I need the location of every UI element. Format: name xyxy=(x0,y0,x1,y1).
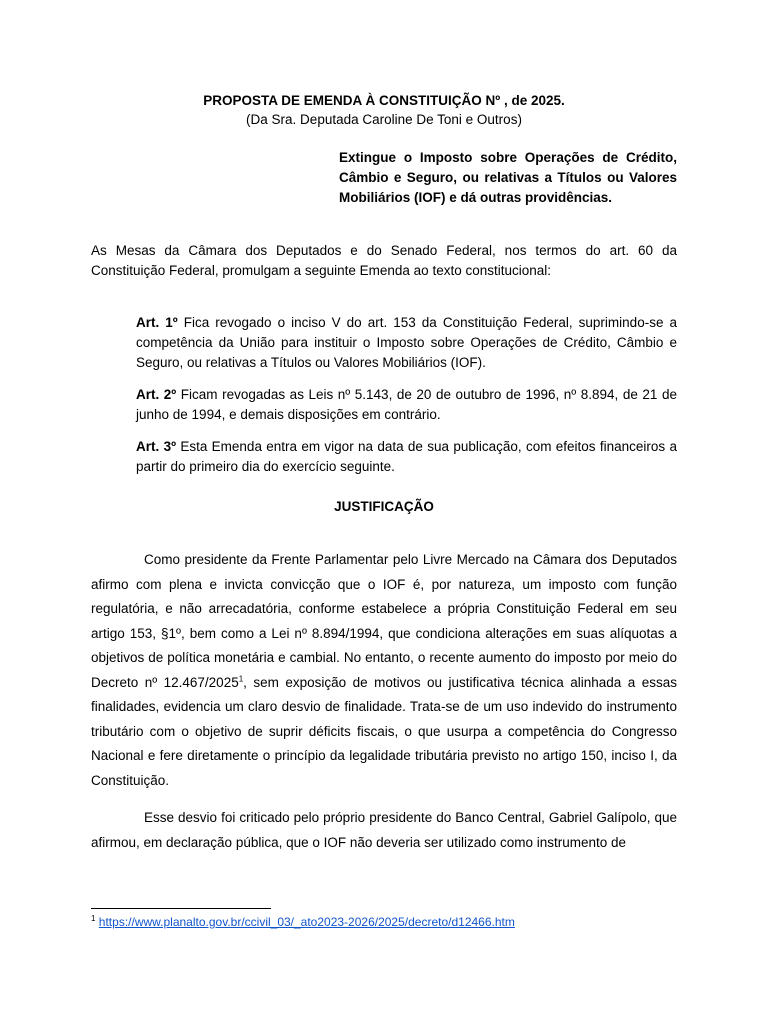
article-2-label: Art. 2º xyxy=(136,387,177,402)
article-3-label: Art. 3º xyxy=(136,439,177,454)
articles-list xyxy=(136,313,677,489)
article-1-text: Fica revogado o inciso V do art. 153 da Constituição Federal, suprimindo-se a competência da União para instituir o Imposto sobre Operações de Crédito, Câmbio e Seguro, ou relativas a Títulos ou Valores Mobiliários (IOF). xyxy=(136,315,677,370)
footnote-link[interactable]: https://www.planalto.gov.br/ccivil_03/_ato2023-2026/2025/decreto/d12466.htm xyxy=(98,915,515,929)
justification-body xyxy=(91,548,677,868)
footnote-separator xyxy=(91,908,271,909)
article-1 xyxy=(136,313,677,373)
document-author: (Da Sra. Deputada Caroline De Toni e Outros) xyxy=(246,112,522,127)
preamble: As Mesas da Câmara dos Deputados e do Senado Federal, nos termos do art. 60 da Constituição Federal, promulgam a seguinte Emenda ao texto constitucional: xyxy=(91,243,677,278)
article-2-text: Ficam revogadas as Leis nº 5.143, de 20 de outubro de 1996, nº 8.894, de 21 de junho de 1994, e demais disposições em contrário. xyxy=(136,387,677,422)
justification-title: JUSTIFICAÇÃO xyxy=(334,499,434,514)
justification-paragraph-2: Esse desvio foi criticado pelo próprio presidente do Banco Central, Gabriel Galípolo, que afirmou, em declaração pública, que o IOF não deveria ser utilizado como instrumento de xyxy=(91,810,677,850)
ementa: Extingue o Imposto sobre Operações de Crédito, Câmbio e Seguro, ou relativas a Títulos ou Valores Mobiliários (IOF) e dá outras providências. xyxy=(339,150,677,205)
footnote-number: 1 xyxy=(91,914,96,923)
paragraph-1-text-a: Como presidente da Frente Parlamentar pelo Livre Mercado na Câmara dos Deputados afirmo com plena e invicta convicção que o IOF é, por natureza, um imposto com função regulatória, e não arrecadatória, conforme estabelece a própria Constituição Federal em seu artigo 153, §1º, bem como a Lei nº 8.894/1994, que condiciona alterações em suas alíquotas a objetivos de política monetária e cambial. No entanto, o recente aumento do imposto por meio do Decreto nº 12.467/2025 xyxy=(91,552,677,690)
document-title: PROPOSTA DE EMENDA À CONSTITUIÇÃO Nº , de 2025. xyxy=(203,93,565,108)
footnote xyxy=(91,913,691,931)
article-3 xyxy=(136,437,677,477)
footnote-reference[interactable]: 1 xyxy=(238,674,244,683)
article-1-label: Art. 1º xyxy=(136,315,178,330)
paragraph-1-text-b: , sem exposição de motivos ou justificativa técnica alinhada a essas finalidades, evidencia um claro desvio de finalidade. Trata-se de um uso indevido do instrumento tributário com o objetivo de suprir déficits fiscais, o que usurpa a competência do Congresso Nacional e fere diretamente o princípio da legalidade tributária previsto no artigo 150, inciso I, da Constituição. xyxy=(91,674,677,788)
justification-paragraph-1 xyxy=(91,548,677,793)
article-3-text: Esta Emenda entra em vigor na data de sua publicação, com efeitos financeiros a partir do primeiro dia do exercício seguinte. xyxy=(136,439,677,474)
article-2 xyxy=(136,385,677,425)
